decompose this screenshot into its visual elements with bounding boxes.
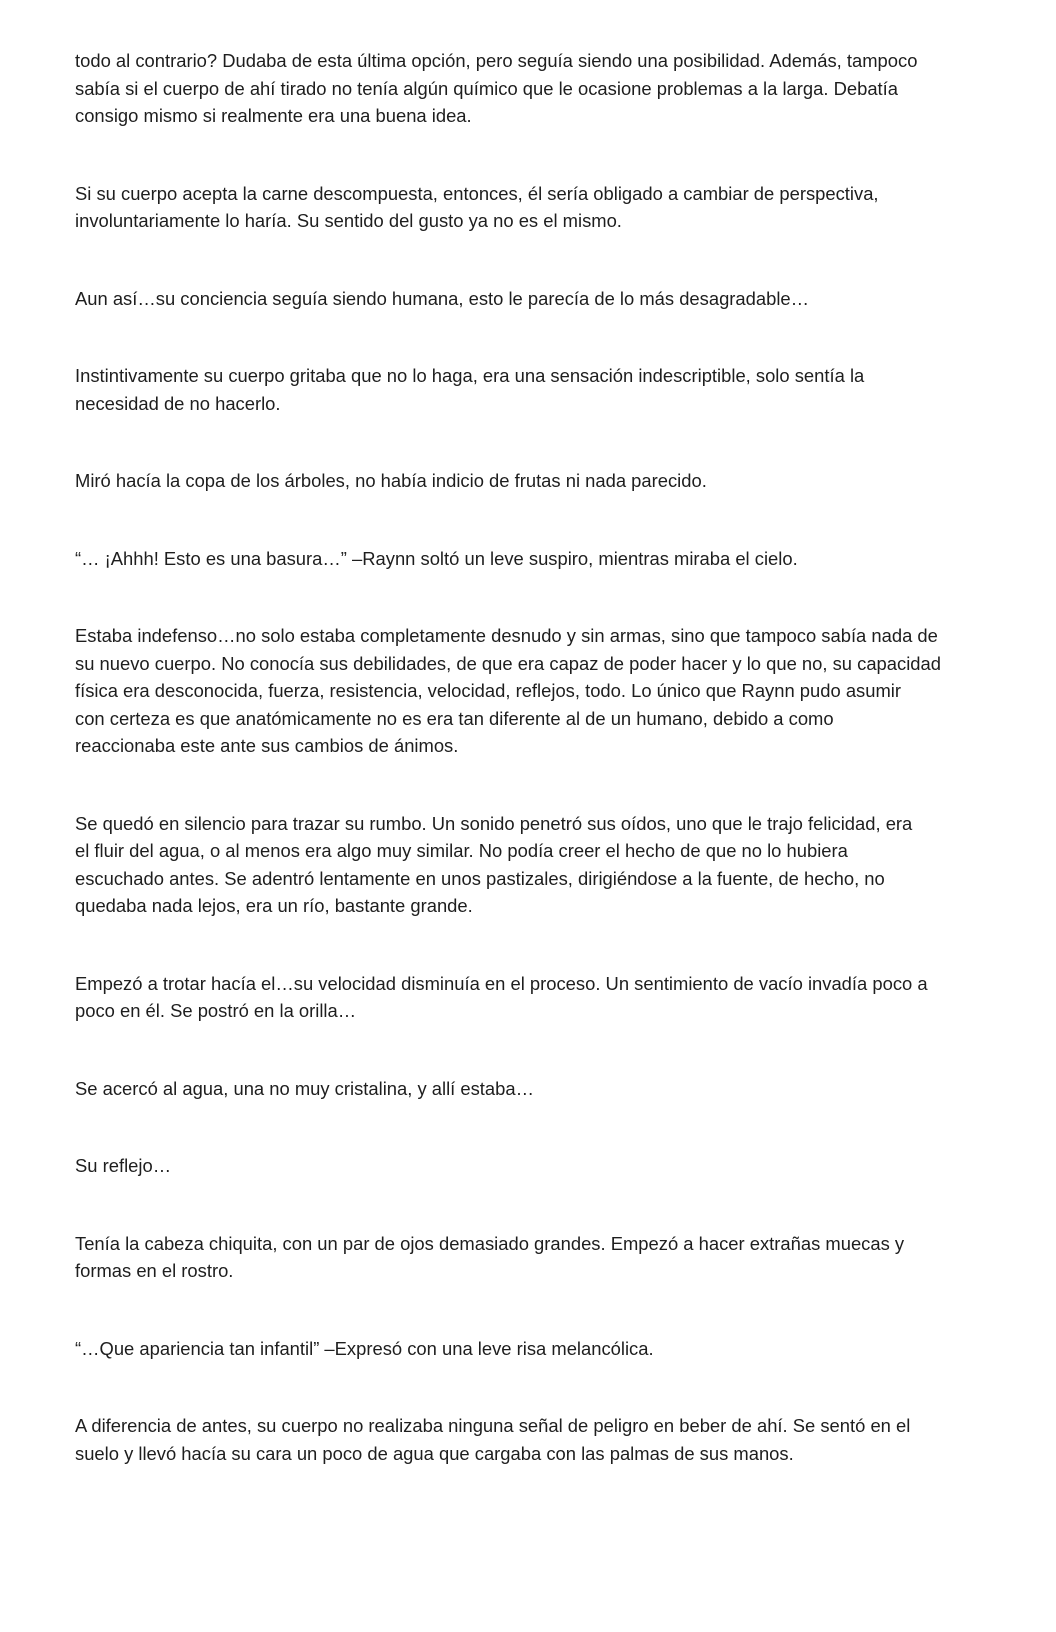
text-line: “…Que apariencia tan infantil” –Expresó con una leve risa melancólica.	[75, 1337, 654, 1359]
text-line: “… ¡Ahhh! Esto es una basura…” –Raynn soltó un leve suspiro, mientras miraba el cielo.	[75, 547, 798, 569]
paragraph-1	[75, 47, 987, 130]
document-body	[75, 47, 987, 1517]
paragraph-11	[75, 1152, 987, 1180]
text-line: escuchado antes. Se adentró lentamente en unos pastizales, dirigiéndose a la fuente, de hecho, no	[75, 867, 885, 889]
paragraph-4	[75, 362, 987, 417]
paragraph-2	[75, 180, 987, 235]
text-line: Miró hacía la copa de los árboles, no había indicio de frutas ni nada parecido.	[75, 470, 707, 491]
text-line: Si su cuerpo acepta la carne descompuesta, entonces, él sería obligado a cambiar de perspectiva,	[75, 182, 879, 204]
text-line: reaccionaba este ante sus cambios de ánimos.	[75, 735, 459, 756]
paragraph-6	[75, 545, 987, 573]
text-line: Se quedó en silencio para trazar su rumbo. Un sonido penetró sus oídos, uno que le trajo felicidad, era	[75, 812, 913, 834]
text-line: sabía si el cuerpo de ahí tirado no tenía algún químico que le ocasione problemas a la larga. Debatía	[75, 77, 898, 99]
text-line: Aun así…su conciencia seguía siendo humana, esto le parecía de lo más desagradable…	[75, 287, 810, 309]
text-line: Estaba indefenso…no solo estaba completamente desnudo y sin armas, sino que tampoco sabía nada de	[75, 625, 938, 646]
text-line: consigo mismo si realmente era una buena idea.	[75, 105, 472, 126]
text-line: el fluir del agua, o al menos era algo muy similar. No podía creer el hecho de que no lo hubiera	[75, 840, 848, 861]
paragraph-12	[75, 1230, 987, 1285]
paragraph-5	[75, 467, 987, 495]
text-line: Tenía la cabeza chiquita, con un par de ojos demasiado grandes. Empezó a hacer extrañas muecas y	[75, 1232, 905, 1254]
paragraph-13	[75, 1335, 987, 1363]
text-line: Instintivamente su cuerpo gritaba que no lo haga, era una sensación indescriptible, solo sentía la	[75, 365, 865, 386]
text-line: física era desconocida, fuerza, resistencia, velocidad, reflejos, todo. Lo único que Raynn pudo asumir	[75, 680, 902, 701]
text-line: Empezó a trotar hacía el…su velocidad disminuía en el proceso. Un sentimiento de vacío invadía poco a	[75, 972, 928, 994]
text-line: poco en él. Se postró en la orilla…	[75, 1000, 357, 1021]
text-line: Su reflejo…	[75, 1155, 172, 1176]
text-line: involuntariamente lo haría. Su sentido del gusto ya no es el mismo.	[75, 210, 622, 231]
paragraph-14	[75, 1412, 987, 1467]
paragraph-3	[75, 285, 987, 313]
text-line: formas en el rostro.	[75, 1260, 234, 1281]
paragraph-7	[75, 622, 987, 760]
text-line: Se acercó al agua, una no muy cristalina, y allí estaba…	[75, 1077, 534, 1099]
text-line: A diferencia de antes, su cuerpo no realizaba ninguna señal de peligro en beber de ahí. Se sentó en el	[75, 1415, 911, 1436]
text-line: necesidad de no hacerlo.	[75, 392, 281, 414]
text-line: su nuevo cuerpo. No conocía sus debilidades, de que era capaz de poder hacer y lo que no, su capacidad	[75, 652, 941, 674]
text-line: suelo y llevó hacía su cara un poco de agua que cargaba con las palmas de sus manos.	[75, 1442, 794, 1464]
paragraph-9	[75, 970, 987, 1025]
text-line: quedaba nada lejos, era un río, bastante grande.	[75, 895, 473, 916]
paragraph-8	[75, 810, 987, 920]
paragraph-10	[75, 1075, 987, 1103]
text-line: con certeza es que anatómicamente no es era tan diferente al de un humano, debido a como	[75, 707, 834, 729]
text-line: todo al contrario? Dudaba de esta última opción, pero seguía siendo una posibilidad. Además, tampoco	[75, 50, 918, 71]
